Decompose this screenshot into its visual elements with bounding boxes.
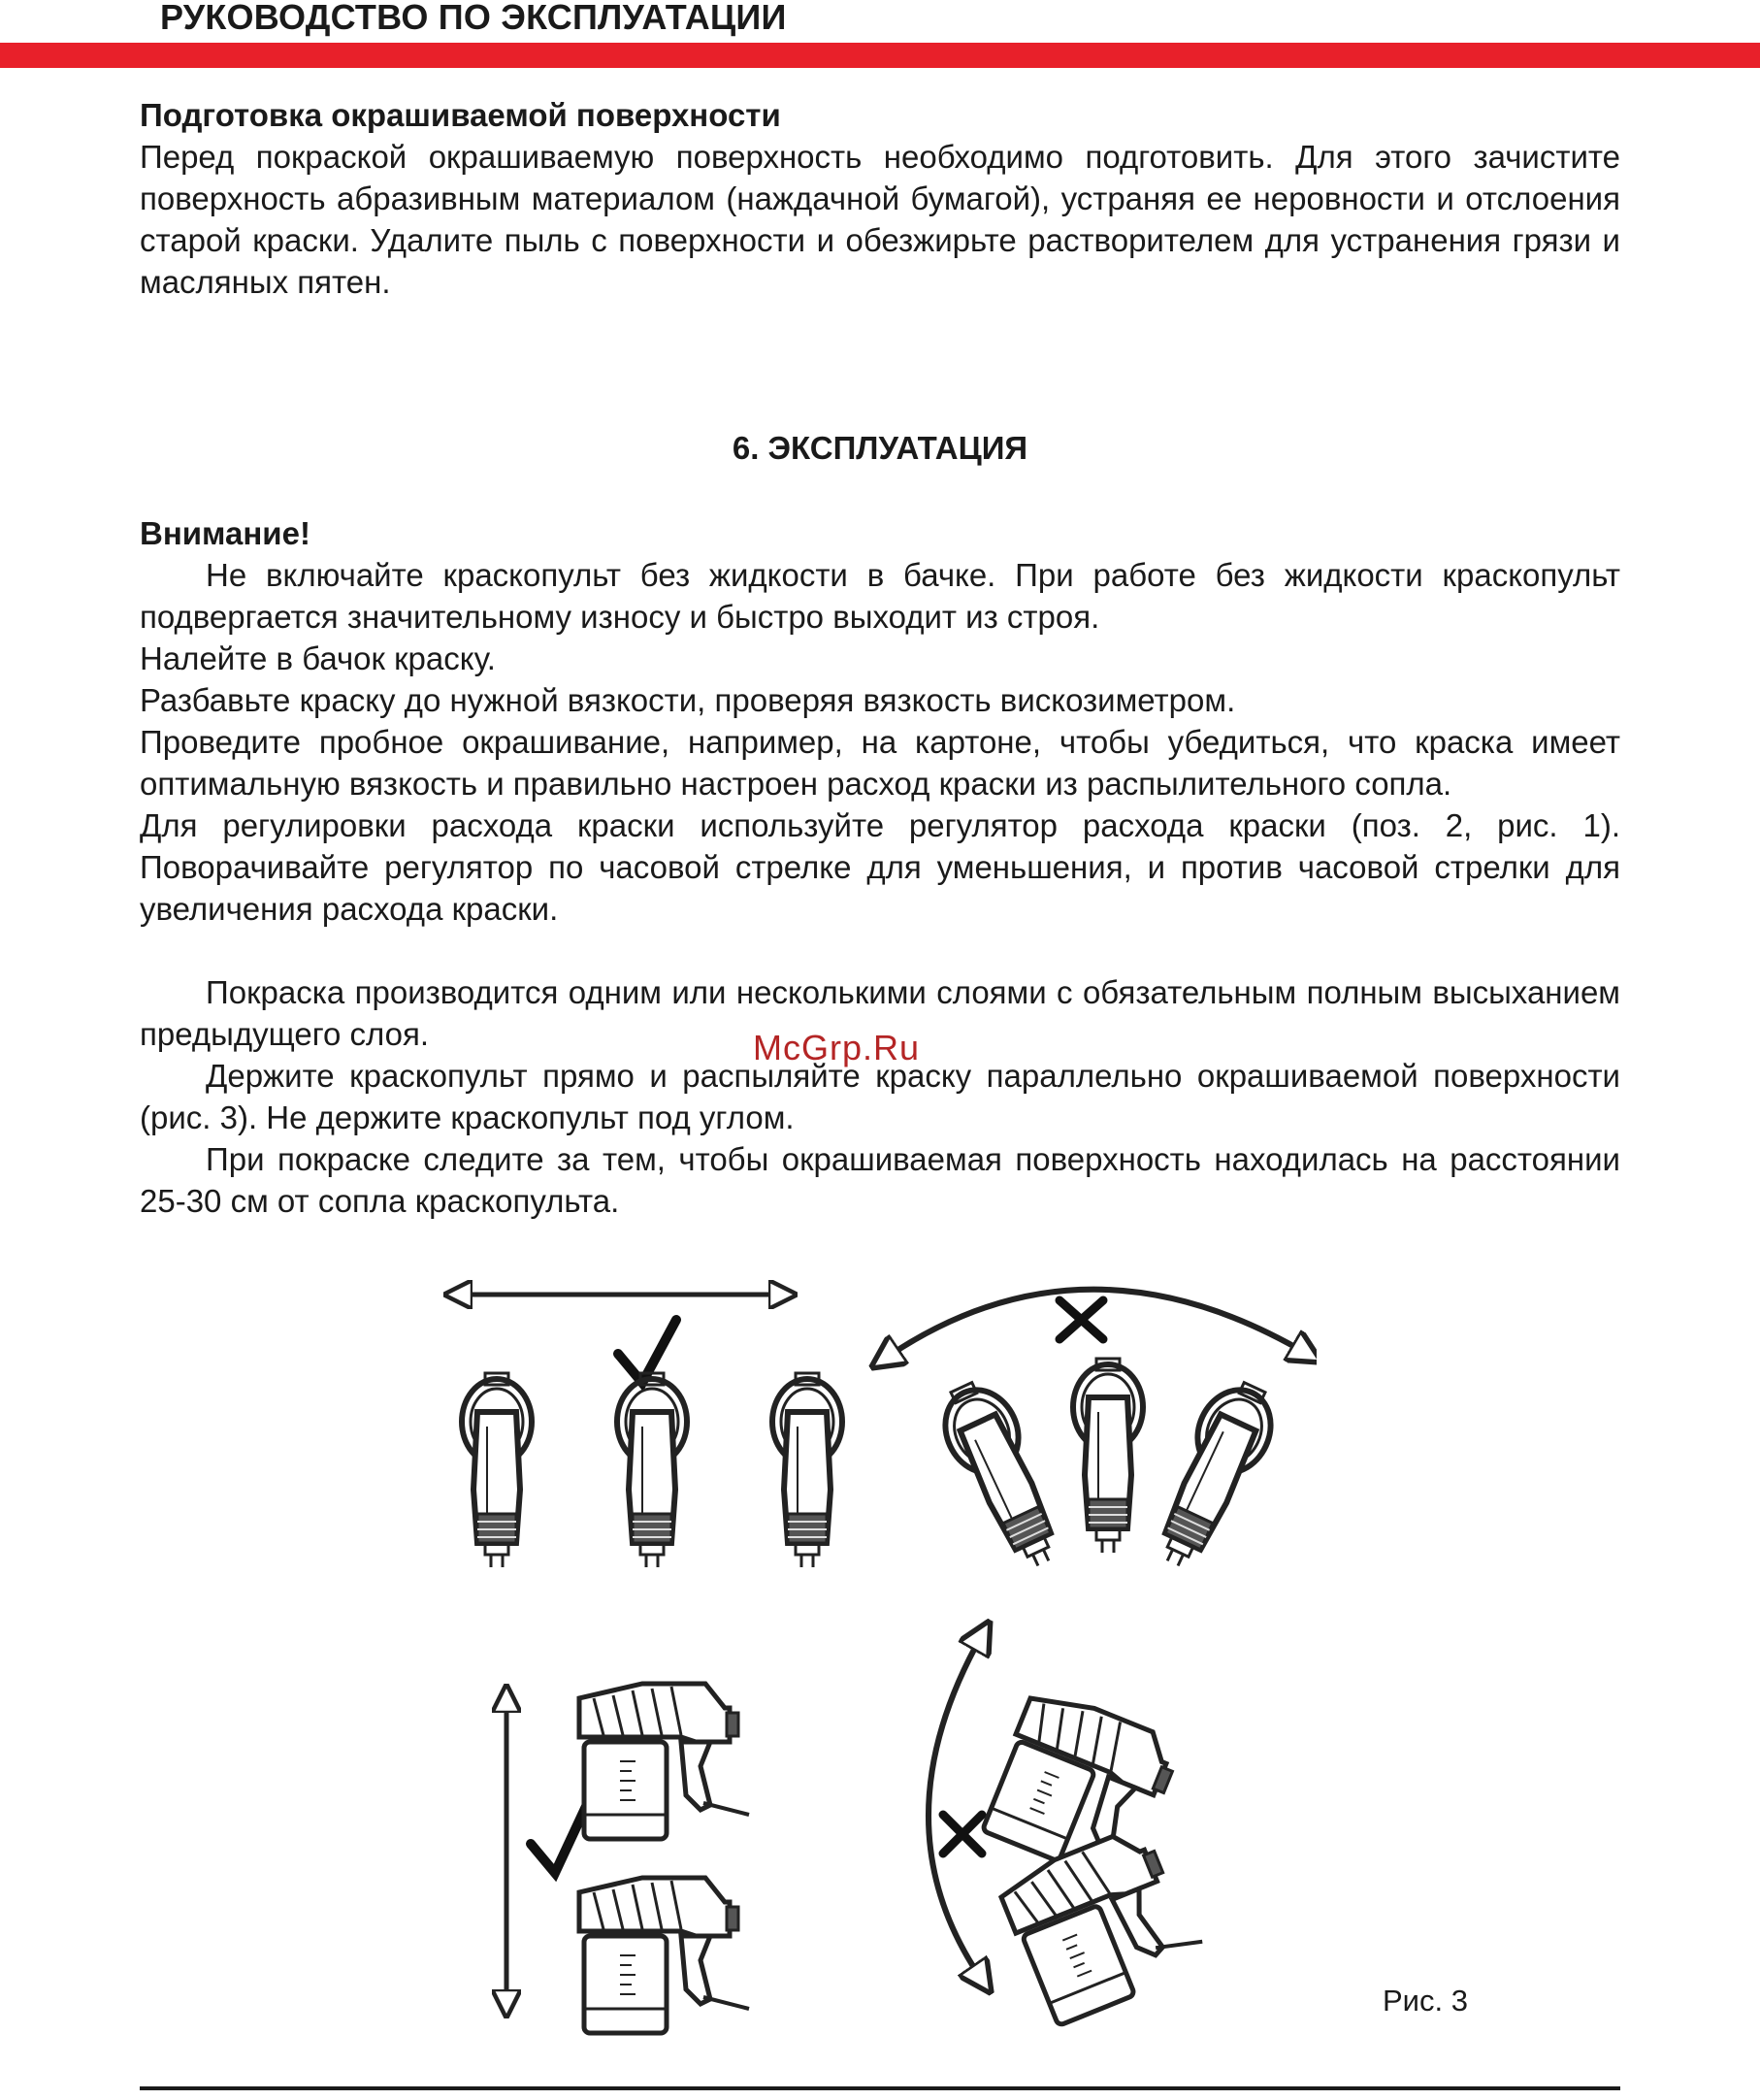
section-title: 6. ЭКСПЛУАТАЦИЯ [732, 430, 1028, 466]
header-title: РУКОВОДСТВО ПО ЭКСПЛУАТАЦИИ [160, 0, 787, 37]
spray-gun-front [929, 1372, 1075, 1578]
para-distance: При покраске следите за тем, чтобы окрашиваемая поверхность находилась на расстоянии 25-30 см от сопла краскопульта. [140, 1141, 1620, 1219]
surface-prep-section [140, 94, 1620, 303]
spray-gun-side [579, 1684, 749, 1839]
warning-heading: Внимание! [140, 515, 310, 551]
watermark: McGrp.Ru [753, 1028, 921, 1067]
spray-gun-front [772, 1373, 842, 1567]
spray-gun-front [1073, 1359, 1143, 1553]
para-layers: Покраска производится одним или несколькими слоями с обязательным полным высыханием предыдущего слоя. [140, 974, 1620, 1052]
step-test: Проведите пробное окрашивание, например, на картоне, чтобы убедиться, что краска имеет оптимальную вязкость и правильно настроен расход краски из распылительного сопла. [140, 724, 1620, 802]
warning-text: Не включайте краскопульт без жидкости в бачке. При работе без жидкости краскопульт подвергается значительному износу и быстро выходит из строя. [140, 557, 1620, 635]
step-regulate: Для регулировки расхода краски используйте регулятор расхода краски (поз. 2, рис. 1). Поворачивайте регулятор по часовой стрелке для уменьшения, и против часовой стрелки для увеличения расхода краски. [140, 807, 1620, 927]
step-fill: Налейте в бачок краску. [140, 640, 496, 676]
surface-prep-heading: Подготовка окрашиваемой поверхности [140, 97, 781, 133]
cross-icon [943, 1815, 982, 1854]
spray-technique-figure [439, 1252, 1317, 2038]
spray-gun-front [1141, 1372, 1287, 1578]
operation-section [140, 512, 1620, 1222]
arc-arrow [885, 1290, 1307, 1359]
para-hold: Держите краскопульт прямо и распыляйте краску параллельно окрашиваемой поверхности (рис. 3). Не держите краскопульт под углом. [140, 1058, 1620, 1135]
header-red-bar [0, 43, 1760, 68]
spray-gun-side [579, 1878, 749, 2033]
footer-rule [140, 2086, 1620, 2090]
check-icon [531, 1800, 589, 1873]
vertical-arc-arrow [929, 1635, 982, 1980]
cross-icon [1059, 1300, 1103, 1339]
spray-gun-front [462, 1373, 532, 1567]
spray-gun-front [617, 1373, 687, 1567]
surface-prep-paragraph: Перед покраской окрашиваемую поверхность необходимо подготовить. Для этого зачистите поверхность абразивным материалом (наждачной бумагой), устраняя ее неровности и отслоения старой краски. Удалите пыль с поверхности и обезжирьте растворителем для устранения грязи и масляных пятен. [140, 139, 1620, 300]
figure-caption: Рис. 3 [1383, 1984, 1468, 2018]
step-dilute: Разбавьте краску до нужной вязкости, проверяя вязкость вискозиметром. [140, 682, 1236, 718]
